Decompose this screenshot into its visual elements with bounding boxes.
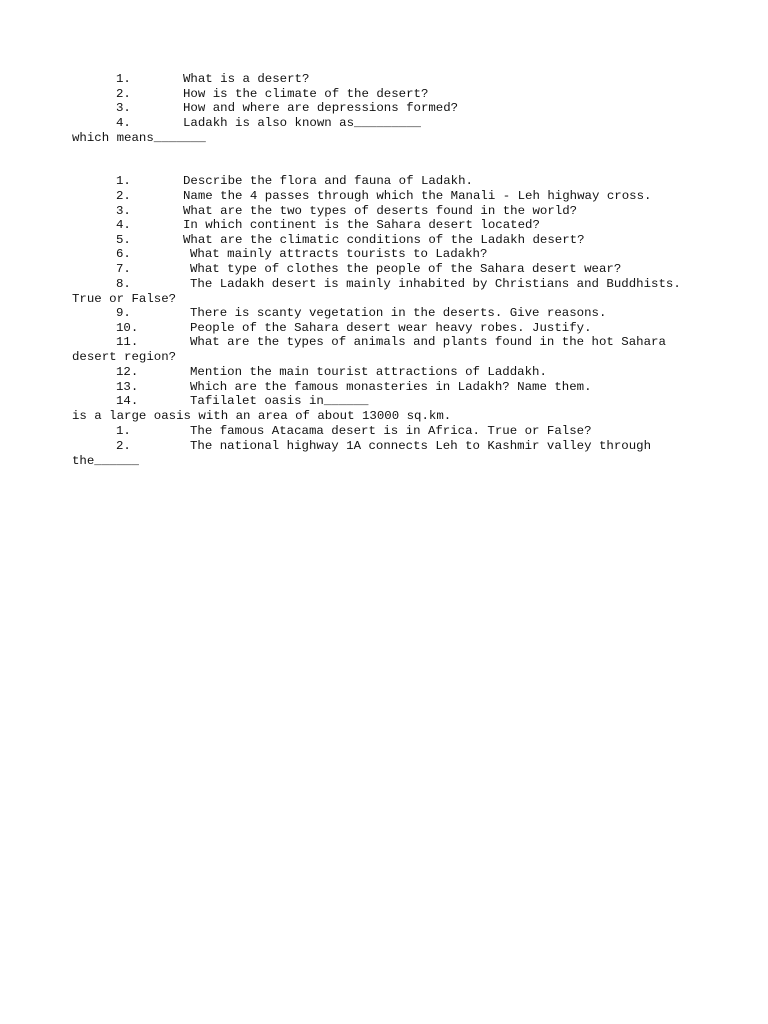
item-number: 9. bbox=[116, 306, 131, 320]
question-text: What are the two types of deserts found in the world? bbox=[183, 204, 578, 218]
question-text: Tafilalet oasis in______ bbox=[190, 394, 369, 408]
item-number: 2. bbox=[116, 439, 131, 453]
question-continuation: is a large oasis with an area of about 13000 sq.km. bbox=[72, 409, 452, 423]
question-text: How is the climate of the desert? bbox=[183, 87, 429, 101]
item-number: 2. bbox=[116, 189, 131, 203]
question-text: Name the 4 passes through which the Manali - Leh highway cross. bbox=[183, 189, 652, 203]
question-text: What type of clothes the people of the Sahara desert wear? bbox=[190, 262, 622, 276]
item-number: 13. bbox=[116, 380, 139, 394]
item-number: 11. bbox=[116, 335, 139, 349]
question-text: Ladakh is also known as_________ bbox=[183, 116, 421, 130]
item-number: 3. bbox=[116, 101, 131, 115]
item-number: 6. bbox=[116, 247, 131, 261]
item-number: 1. bbox=[116, 424, 131, 438]
question-text: Describe the flora and fauna of Ladakh. bbox=[183, 174, 473, 188]
question-text: Mention the main tourist attractions of Laddakh. bbox=[190, 365, 547, 379]
question-text: In which continent is the Sahara desert located? bbox=[183, 218, 540, 232]
item-number: 7. bbox=[116, 262, 131, 276]
question-text: People of the Sahara desert wear heavy robes. Justify. bbox=[190, 321, 592, 335]
question-continuation: which means_______ bbox=[72, 131, 206, 145]
question-text: Which are the famous monasteries in Ladakh? Name them. bbox=[190, 380, 592, 394]
question-text: The national highway 1A connects Leh to Kashmir valley through bbox=[190, 439, 652, 453]
item-number: 14. bbox=[116, 394, 139, 408]
question-text: The famous Atacama desert is in Africa. True or False? bbox=[190, 424, 592, 438]
question-continuation: desert region? bbox=[72, 350, 177, 364]
item-number: 4. bbox=[116, 218, 131, 232]
item-number: 10. bbox=[116, 321, 139, 335]
question-text: What mainly attracts tourists to Ladakh? bbox=[190, 247, 488, 261]
item-number: 1. bbox=[116, 174, 131, 188]
question-text: What are the types of animals and plants found in the hot Sahara bbox=[190, 335, 666, 349]
item-number: 5. bbox=[116, 233, 131, 247]
question-continuation: True or False? bbox=[72, 292, 177, 306]
item-number: 1. bbox=[116, 72, 131, 86]
item-number: 8. bbox=[116, 277, 131, 291]
question-text: What is a desert? bbox=[183, 72, 310, 86]
question-continuation: the______ bbox=[72, 454, 139, 468]
item-number: 4. bbox=[116, 116, 131, 130]
item-number: 2. bbox=[116, 87, 131, 101]
question-text: What are the climatic conditions of the Ladakh desert? bbox=[183, 233, 585, 247]
question-text: There is scanty vegetation in the deserts. Give reasons. bbox=[190, 306, 607, 320]
item-number: 12. bbox=[116, 365, 139, 379]
question-text: The Ladakh desert is mainly inhabited by Christians and Buddhists. bbox=[190, 277, 681, 291]
question-text: How and where are depressions formed? bbox=[183, 101, 459, 115]
item-number: 3. bbox=[116, 204, 131, 218]
